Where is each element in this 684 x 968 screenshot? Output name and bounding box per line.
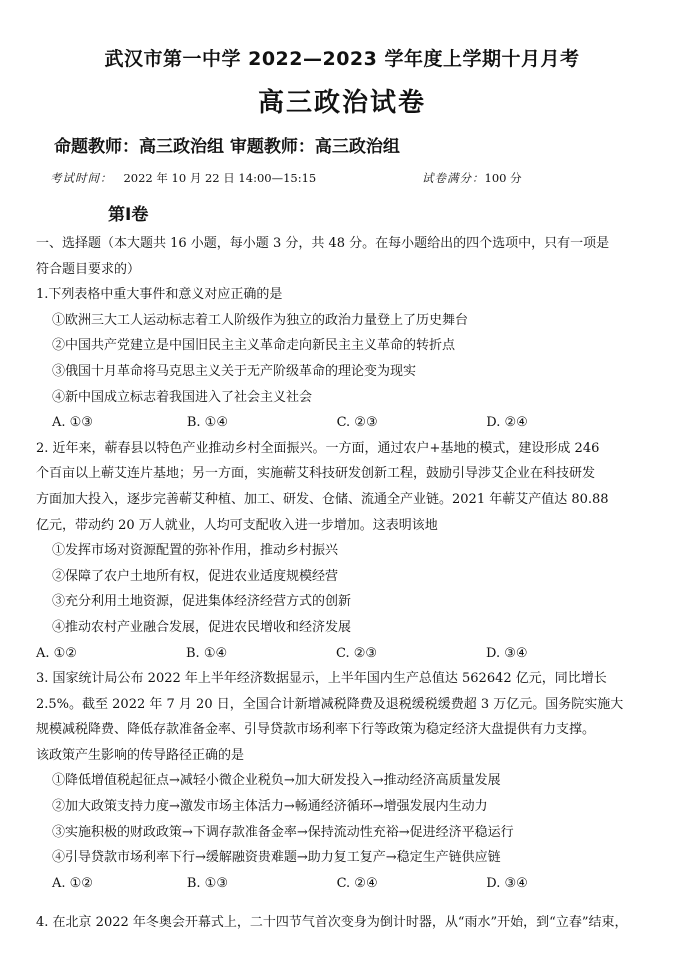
question-stem: 2.5%。截至 2022 年 7 月 20 日，全国合计新增减税降费及退税缓税缓费超 3 万亿元。国务院实施大 [36,696,624,712]
option-c: C. ②③ [336,645,378,661]
answer-options [36,410,636,436]
option-a: A. ①② [36,645,77,661]
question-item: ④推动农村产业融合发展，促进农民增收和经济发展 [52,619,352,635]
question-item: ③俄国十月革命将马克思主义关于无产阶级革命的理论变为现实 [52,363,417,379]
option-c: C. ②④ [336,875,378,891]
instructions-line: 一、选择题（本大题共 16 小题，每小题 3 分，共 48 分。在每小题给出的四个选项中，只有一项是 [36,236,610,251]
question-item: ②中国共产党建立是中国旧民主主义革命走向新民主主义革命的转折点 [52,338,456,354]
question-item: ①发挥市场对资源配置的弥补作用，推动乡村振兴 [52,543,339,559]
option-b: B. ①④ [186,415,228,431]
option-d: D. ③④ [486,875,528,891]
answer-options [36,641,636,667]
question-stem: 该政策产生影响的传导路径正确的是 [36,747,245,763]
option-d: D. ②④ [486,415,528,431]
option-b: B. ①③ [186,875,228,891]
exam-time: 2022 年 10 月 22 日 14:00—15:15 [123,171,317,185]
question-stem: 3. 国家统计局公布 2022 年上半年经济数据显示，上半年国内生产总值达 562642 亿元，同比增长 [36,671,607,687]
question-item: ④新中国成立标志着我国进入了社会主义社会 [52,389,313,405]
option-b: B. ①④ [186,645,228,661]
instructions-line: 符合题目要求的） [36,261,141,277]
question-item: ②加大政策支持力度→激发市场主体活力→畅通经济循环→增强发展内生动力 [52,799,488,815]
question-stem: 规模减税降费、降低存款准备金率、引导贷款市场利率下行等政策为稳定经济大盘提供有力支撑。 [36,722,596,738]
teachers-line: 命题教师：高三政治组 审题教师：高三政治组 [54,137,400,157]
question-stem: 1.下列表格中重大事件和意义对应正确的是 [36,287,283,303]
question-stem: 亿元，带动约 20 万人就业，人均可支配收入进一步增加。这表明该地 [36,517,438,533]
option-a: A. ①② [52,875,93,891]
question-stem: 个百亩以上蕲艾连片基地；另一方面，实施蕲艾科技研发创新工程，鼓励引导涉艾企业在科技研发 [36,466,596,482]
question-item: ②保障了农户土地所有权，促进农业适度规模经营 [52,568,339,584]
question-item: ④引导贷款市场利率下行→缓解融资贵难题→助力复工复产→稳定生产链供应链 [52,850,501,866]
school-title: 武汉市第一中学 2022—2023 学年度上学期十月月考 [104,48,580,70]
full-score [422,170,522,186]
full-score-value: 100 分 [484,171,522,185]
exam-info-line [50,170,650,186]
question-body [36,231,656,936]
question-stem: 4. 在北京 2022 年冬奥会开幕式上，二十四节气首次变身为倒计时器，从“雨水”开始，到“立春”结束， [36,915,628,931]
exam-time-label: 考试时间： [50,171,113,185]
question-stem: 2. 近年来，蕲春县以特色产业推动乡村全面振兴。一方面，通过农户+基地的模式，建设形成 246 [36,440,600,456]
question-stem: 方面加大投入，逐步完善蕲艾种植、加工、研发、仓储、流通全产业链。2021 年蕲艾产值达 80.88 [36,491,609,507]
option-d: D. ③④ [486,645,528,661]
option-c: C. ②③ [336,415,378,431]
option-a: A. ①③ [52,415,93,431]
answer-options [36,871,636,897]
full-score-label: 试卷满分： [422,171,485,185]
question-item: ③实施积极的财政政策→下调存款准备金率→保持流动性充裕→促进经济平稳运行 [52,824,514,840]
exam-title: 高三政治试卷 [257,88,426,118]
question-item: ①降低增值税起征点→减轻小微企业税负→加大研发投入→推动经济高质量发展 [52,773,501,789]
question-item: ①欧洲三大工人运动标志着工人阶级作为独立的政治力量登上了历史舞台 [52,312,469,328]
section-title: 第Ⅰ卷 [108,205,149,225]
question-item: ③充分利用土地资源，促进集体经济经营方式的创新 [52,594,352,610]
